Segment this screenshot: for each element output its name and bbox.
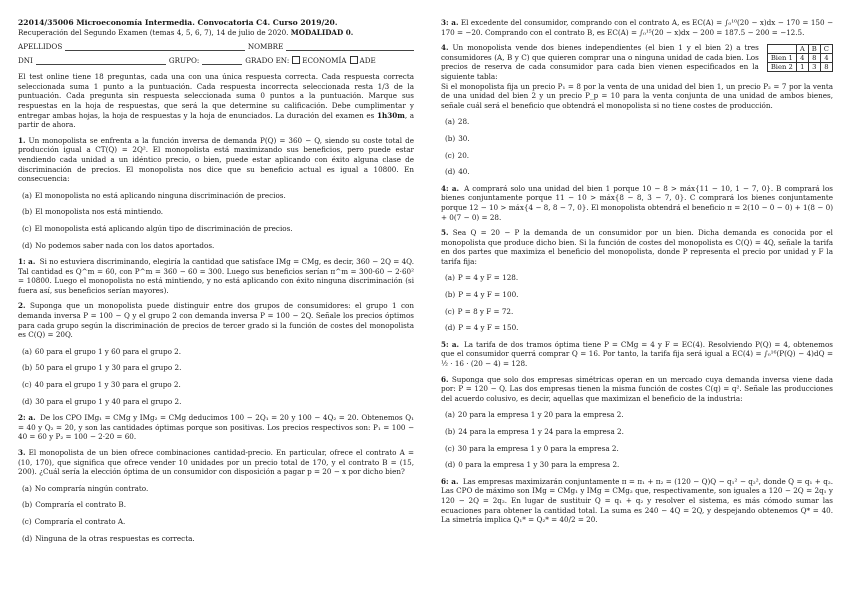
question-6 xyxy=(441,375,833,525)
exam-duration: 1h30m xyxy=(376,110,405,120)
option-letter: (a) xyxy=(445,410,455,420)
answer-4 xyxy=(441,184,833,222)
option-letter: (d) xyxy=(22,396,33,406)
option-letter: (a) xyxy=(22,483,32,493)
answer-label: 3: a. xyxy=(441,18,459,27)
answer-1 xyxy=(18,257,414,295)
answer-text: La tarifa de dos tramos óptima tiene P = CMg = 4 y F = EC(4). Resolviendo P(Q) = 4, obtenemos que el consumidor querrá comprar Q = 16. Por tanto, la tarifa fija será igual a EC(4) = ∫₀¹⁶(P(Q) − 4)dQ = ½ · 16 · (20 − 4) = 128. xyxy=(441,339,833,369)
option-letter: (b) xyxy=(445,133,456,143)
table-cell: 4 xyxy=(820,54,832,63)
option-letter: (c) xyxy=(22,223,32,233)
option-text: El monopolista nos está mintiendo. xyxy=(35,207,164,217)
id-row xyxy=(18,54,414,65)
option-text: P = 4 y F = 128. xyxy=(457,273,519,283)
question-4-text-2: Si el monopolista fija un precio P₁ = 8 por la venta de una unidad del bien 1, un precio P₂ = 7 por la venta de una unidad del bien 2 y un precio P_p = 10 para la venta conjunta de una unidad de ambos bienes, señale cuál será el beneficio que obtendrá el monopolista si no tiene costes de producción. xyxy=(441,81,833,110)
exam-modality: MODALIDAD 0. xyxy=(290,27,354,37)
table-cell: 1 xyxy=(796,63,808,72)
dni-field[interactable] xyxy=(36,56,166,65)
option-letter: (d) xyxy=(22,240,33,250)
option-a[interactable] xyxy=(441,410,833,420)
instructions xyxy=(18,72,414,130)
question-4 xyxy=(441,43,833,222)
question-4-intro xyxy=(441,43,833,81)
option-letter: (d) xyxy=(445,323,456,333)
grupo-field[interactable] xyxy=(202,56,242,65)
option-text: El monopolista está aplicando algún tipo de discriminación de precios. xyxy=(34,223,293,233)
question-5-text xyxy=(441,228,833,266)
table-header-cell: B xyxy=(808,45,820,54)
left-column xyxy=(18,18,414,543)
option-text: 40 para el grupo 1 y 30 para el grupo 2. xyxy=(34,380,181,390)
question-number: 4. xyxy=(441,43,449,53)
question-1-options xyxy=(18,191,414,250)
table-header-cell: C xyxy=(820,45,832,54)
table-cell: Bien 1 xyxy=(767,54,796,63)
option-letter: (c) xyxy=(445,443,455,453)
question-3 xyxy=(18,448,414,543)
option-letter: (b) xyxy=(22,363,33,373)
option-text: 20. xyxy=(457,150,470,160)
option-letter: (a) xyxy=(445,117,455,127)
question-number: 6. xyxy=(441,374,449,384)
question-statement: El monopolista de un bien ofrece combinaciones cantidad-precio. En particular, ofrece el contrato A = (10, 170), que significa que ofrece vender 10 unidades por un precio total de 170, y el contrato B = (15, 200). ¿Cuál sería la elección óptima de un consumidor con disposición a pagar p = 20 − x por dicho bien? xyxy=(18,448,414,477)
exam-subtitle xyxy=(18,28,414,38)
answer-text: A comprará solo una unidad del bien 1 porque 10 − 8 > máx{11 − 10, 1 − 7, 0}. B comprará los bienes conjuntamente porque 11 − 10 > máx{8 − 8, 3 − 7, 0}. C comprará los bienes conjuntamente porque 12 − 10 > máx{4 − 8, 8 − 7, 0}. El monopolista obtendrá el beneficio π = 2(10 − 0 − 0) + 1(8 − 0) + 0(7 − 0) = 28. xyxy=(441,183,833,222)
apellidos-label: APELLIDOS xyxy=(18,41,63,51)
answer-6 xyxy=(441,477,833,525)
question-5 xyxy=(441,228,833,369)
reservation-prices-table xyxy=(767,44,833,72)
option-text: 30 para la empresa 1 y 0 para la empresa 2. xyxy=(457,443,619,453)
option-b[interactable] xyxy=(441,427,833,437)
option-text: P = 4 y F = 100. xyxy=(458,290,519,300)
option-text: No compraría ningún contrato. xyxy=(34,483,149,493)
option-letter: (b) xyxy=(22,207,33,217)
right-column xyxy=(441,18,833,525)
question-statement: Suponga que un monopolista puede distinguir entre dos grupos de consumidores: el grupo 1 con demanda inversa P = 100 − Q y el grupo 2 con demanda inversa P = 100 − 2Q. Señale los precios óptimos para cada grupo según la discriminación de precios de tercer grado si la función de costes del monopolista es C(Q) = 20Q. xyxy=(18,301,414,340)
option-letter: (d) xyxy=(22,533,33,543)
question-number: 3. xyxy=(18,448,26,457)
option-a[interactable] xyxy=(441,273,833,283)
nombre-label: NOMBRE xyxy=(247,41,284,51)
option-letter: (a) xyxy=(445,273,455,283)
option-d[interactable] xyxy=(441,460,833,470)
ade-label: ADE xyxy=(359,55,376,65)
ade-option[interactable] xyxy=(350,56,376,66)
exam-subtitle-text: Recuperación del Segundo Examen (temas 4, 5, 6, 7), 14 de julio de 2020. xyxy=(18,27,291,37)
option-text: Compraría el contrato A. xyxy=(34,516,126,526)
table-row xyxy=(767,54,832,63)
table-cell: 3 xyxy=(808,63,820,72)
dni-label: DNI xyxy=(18,55,33,65)
question-2-options xyxy=(18,347,414,406)
exam-title: 22014/35006 Microeconomía Intermedia. Convocatoria C4. Curso 2019/20. xyxy=(18,18,338,27)
table-cell: 8 xyxy=(808,54,820,63)
option-letter: (b) xyxy=(445,290,456,300)
option-d[interactable] xyxy=(18,534,414,544)
option-letter: (c) xyxy=(22,516,32,526)
option-text: 40. xyxy=(458,167,470,177)
answer-label: 1: a. xyxy=(18,257,36,267)
grado-label: GRADO EN: xyxy=(245,55,290,65)
answer-5 xyxy=(441,340,833,369)
question-2-text xyxy=(18,301,414,339)
option-a[interactable] xyxy=(441,117,833,127)
option-letter: (a) xyxy=(22,190,32,200)
question-statement: Un monopolista se enfrenta a la función inversa de demanda P(Q) = 360 − Q, siendo su coste total de producción igual a CT(Q) = 2Q². El monopolista está maximizando sus beneficios, pero puede estar vendiendo cada unidad a un idéntico precio, o bien, puede estar aplicando con éxito alguna clase de discriminación de precios. El monopolista nos dice que su beneficio actual es igual a 10800. En consecuencia: xyxy=(18,135,414,184)
table-header-row xyxy=(767,45,832,54)
answer-label: 6: a. xyxy=(441,476,459,486)
answer-text: Si no estuviera discriminando, elegiría la cantidad que satisface IMg = CMg, es decir, 360 − 2Q = 4Q. Tal cantidad es Q^m = 60, con P^m = 360 − 60 = 300. Luego sus beneficios serían π^m = 300·60 − 2·60² = 10800. Luego el monopolista no está mintiendo, y no está aplicando con éxito ninguna discriminación (si fuera así, sus beneficios serían mayores). xyxy=(18,257,414,295)
option-text: Compraría el contrato B. xyxy=(35,500,126,510)
option-c[interactable] xyxy=(441,151,833,161)
answer-label: 5: a. xyxy=(441,339,459,349)
option-text: El monopolista no está aplicando ninguna discriminación de precios. xyxy=(34,190,286,200)
answer-text: El excedente del consumidor, comprando con el contrato A, es EC(A) = ∫₀¹⁰(20 − x)dx − 170 = 150 − 170 = −20. Comprando con el contrato B, es EC(A) = ∫₀¹⁵(20 − x)dx − 200 = 187.5 − 200 = −12.5. xyxy=(441,18,833,37)
table-header-cell xyxy=(767,45,796,54)
option-text: 28. xyxy=(457,117,470,127)
table-header-cell: A xyxy=(796,45,808,54)
question-6-text xyxy=(441,375,833,404)
question-statement: Suponga que solo dos empresas simétricas operan en un mercado cuya demanda inversa viene dada por: P = 120 − Q. Las dos empresas tienen la misma función de costes C(q) = q². Señale las producciones del acuerdo colusivo, es decir, aquellas que maximizan el beneficio de la industria: xyxy=(441,374,833,403)
question-3-options xyxy=(18,484,414,543)
option-c[interactable] xyxy=(18,224,414,234)
table-cell: 4 xyxy=(796,54,808,63)
answer-3 xyxy=(441,18,833,37)
option-text: 24 para la empresa 1 y 24 para la empresa 2. xyxy=(458,427,624,436)
option-text: 20 para la empresa 1 y 20 para la empresa 2. xyxy=(457,410,624,420)
question-5-options xyxy=(441,273,833,332)
option-text: P = 8 y F = 72. xyxy=(457,306,514,316)
option-d[interactable] xyxy=(441,167,833,177)
table-row xyxy=(767,63,832,72)
answer-2 xyxy=(18,413,414,442)
option-text: 60 para el grupo 1 y 60 para el grupo 2. xyxy=(34,346,182,356)
economia-option[interactable] xyxy=(292,56,346,66)
question-1-text xyxy=(18,136,414,184)
question-1 xyxy=(18,136,414,296)
option-letter: (b) xyxy=(22,500,33,510)
question-4-options xyxy=(441,117,833,176)
option-b[interactable] xyxy=(18,207,414,217)
option-d[interactable] xyxy=(18,397,414,407)
option-c[interactable] xyxy=(441,444,833,454)
question-4-text xyxy=(441,43,759,81)
option-letter: (c) xyxy=(445,150,455,160)
answer-label: 2: a. xyxy=(18,413,36,423)
option-letter: (b) xyxy=(445,427,456,436)
question-number: 5. xyxy=(441,228,449,238)
question-6-options xyxy=(441,410,833,469)
question-2 xyxy=(18,301,414,442)
option-text: P = 4 y F = 150. xyxy=(458,323,519,333)
question-statement: Un monopolista vende dos bienes independientes (el bien 1 y el bien 2) a tres consumidores (A, B y C) que quieren comprar una o ninguna unidad de cada bien. Los precios de reserva de cada consumidor para cada bien vienen especificados en la siguiente tabla: xyxy=(441,43,759,81)
option-text: 50 para el grupo 1 y 30 para el grupo 2. xyxy=(35,363,182,373)
ade-checkbox[interactable] xyxy=(350,56,358,64)
option-a[interactable] xyxy=(18,347,414,357)
nombre-field[interactable] xyxy=(286,42,414,51)
option-letter: (d) xyxy=(445,460,456,470)
option-b[interactable] xyxy=(18,500,414,510)
instructions-tail: , a partir de ahora. xyxy=(18,110,414,130)
apellidos-field[interactable] xyxy=(65,42,245,51)
question-3-text xyxy=(18,448,414,477)
option-letter: (a) xyxy=(22,346,32,356)
option-letter: (d) xyxy=(445,167,456,177)
option-text: 30 para el grupo 1 y 40 para el grupo 2. xyxy=(35,396,182,406)
option-text: 30. xyxy=(458,133,470,143)
option-b[interactable] xyxy=(441,134,833,144)
question-number: 2. xyxy=(18,301,26,311)
question-number: 1. xyxy=(18,135,26,145)
option-d[interactable] xyxy=(18,241,414,251)
option-letter: (c) xyxy=(22,380,32,390)
option-b[interactable] xyxy=(18,363,414,373)
option-c[interactable] xyxy=(18,517,414,527)
grupo-label: GRUPO: xyxy=(168,55,200,65)
economia-label: ECONOMÍA xyxy=(302,55,347,65)
option-c[interactable] xyxy=(18,380,414,390)
option-d[interactable] xyxy=(441,323,833,333)
option-c[interactable] xyxy=(441,307,833,317)
option-b[interactable] xyxy=(441,290,833,300)
option-text: No podemos saber nada con los datos aportados. xyxy=(35,240,215,250)
answer-text: Las empresas maximizarán conjuntamente π = π₁ + π₂ = (120 − Q)Q − q₁² − q₂², donde Q = q₁ + q₂. Las CPO de máximo son IMg = CMg₁ y IMg = CMg₂ que, respectivamente, son iguales a 120 − 2Q = 2q₁ y 120 − 2Q = 2q₂. En lugar de sustituir Q = q₁ + q₂ y resolver el sistema, es más cómodo sumar las ecuaciones para obtener la cantidad total. La suma es 240 − 4Q = 2Q, y despejando obtenemos Q* = 40. La simetría implica Q₁* = Q₂* = 40/2 = 20. xyxy=(441,476,833,525)
question-statement: Sea Q = 20 − P la demanda de un consumidor por un bien. Dicha demanda es conocida por el monopolista que produce dicho bien. Si la función de costes del monopolista es C(Q) = 4Q, señale la tarifa en dos partes que maximiza el beneficio del monopolista, donde P representa el precio por unidad y F la tarifa fija: xyxy=(441,228,833,266)
option-a[interactable] xyxy=(18,191,414,201)
table-cell: 8 xyxy=(820,63,832,72)
economia-checkbox[interactable] xyxy=(292,56,300,64)
option-a[interactable] xyxy=(18,484,414,494)
answer-label: 4: a. xyxy=(441,183,460,193)
table-cell: Bien 2 xyxy=(767,63,796,72)
answer-text: De los CPO IMg₁ = CMg y IMg₂ = CMg deducimos 100 − 2Q₁ = 20 y 100 − 4Q₂ = 20. Obtenemos Q₁ = 40 y Q₂ = 20, y son las cantidades óptimas porque son positivas. Los precios respectivos son: P₁ = 100 − 40 = 60 y P₂ = 100 − 2·20 = 60. xyxy=(18,413,414,442)
instructions-text: El test online tiene 18 preguntas, cada una con una única respuesta correcta. Cada respuesta correcta seleccionada suma 1 punto a la puntuación. Cada respuesta incorrecta seleccionada resta 1/3 de la puntuación. Cada pregunta sin respuesta seleccionada suma 0 puntos a la puntuación. Marque sus respuestas en la hoja de respuestas, que será la que determine su calificación. Debe cumplimentar y entregar ambas hojas, la hoja de respuestas y la hoja de enunciados. La duración del examen es xyxy=(18,72,414,120)
option-text: 0 para la empresa 1 y 30 para la empresa 2. xyxy=(458,460,620,470)
option-text: Ninguna de la otras respuestas es correcta. xyxy=(35,533,195,543)
option-letter: (c) xyxy=(445,306,455,316)
name-row xyxy=(18,40,414,51)
